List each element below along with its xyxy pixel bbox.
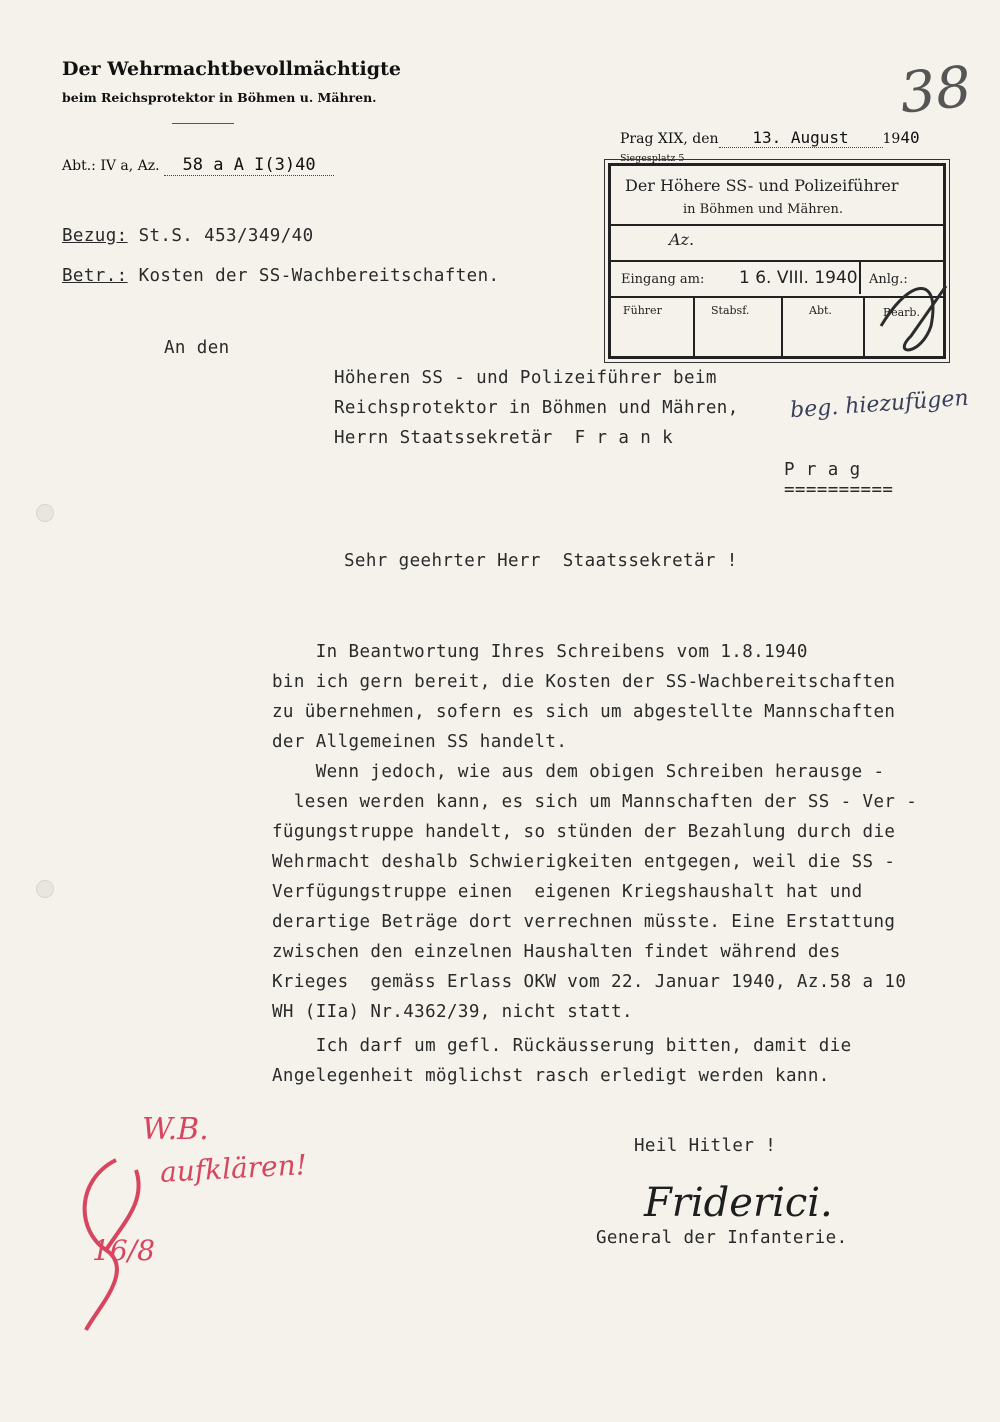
body-line: Verfügungstruppe einen eigenen Kriegshaushalt hat und	[272, 882, 863, 902]
body-line: fügungstruppe handelt, so stünden der Bezahlung durch die	[272, 822, 896, 842]
punch-hole-top	[36, 504, 54, 522]
bezug-line	[62, 226, 314, 246]
stamp-line-1: Der Höhere SS- und Polizeiführer	[625, 176, 899, 195]
body-line: Krieges gemäss Erlass OKW vom 22. Januar 1940, Az.58 a 10	[272, 972, 907, 992]
body-line: lesen werden kann, es sich um Mannschaften der SS - Ver -	[272, 792, 918, 812]
betr-value: Kosten der SS-Wachbereitschaften.	[138, 266, 500, 286]
stamp-anlg-label: Anlg.:	[869, 272, 908, 287]
betr-label: Betr.:	[62, 266, 128, 286]
stamp-col-stabsf: Stabsf.	[711, 304, 750, 317]
red-note-initial-scribble	[56, 1140, 176, 1340]
reference-value: 58 a A I(3)40	[164, 155, 334, 176]
place-date-line	[620, 128, 920, 148]
closing-greeting: Heil Hitler !	[634, 1136, 777, 1156]
body-line: Wehrmacht deshalb Schwierigkeiten entgegen, weil die SS -	[272, 852, 896, 872]
betr-line	[62, 266, 499, 286]
recipient-line-2: Reichsprotektor in Böhmen und Mähren,	[334, 398, 739, 418]
date-year-prefix: 19	[882, 131, 901, 147]
red-note-date: 16/8	[92, 1234, 155, 1267]
recipient-city: P r a g	[784, 460, 861, 480]
stamp-col-fuehrer: Führer	[623, 304, 662, 317]
punch-hole-bottom	[36, 880, 54, 898]
street-address: Siegesplatz 5	[620, 153, 685, 164]
handwritten-file-number: 38	[896, 54, 975, 127]
stamp-eingang-date: 1 6. VIII. 1940	[739, 268, 858, 288]
stamp-eingang-label: Eingang am:	[621, 272, 705, 287]
recipient-line-3: Herrn Staatssekretär F r a n k	[334, 428, 674, 448]
salutation: Sehr geehrter Herr Staatssekretär !	[344, 551, 738, 571]
letterhead-rule	[172, 123, 234, 124]
handwritten-margin-note: beg. hiezufügen	[789, 385, 970, 424]
body-line: der Allgemeinen SS handelt.	[272, 732, 568, 752]
stamp-col-bearb: Bearb.	[883, 306, 920, 319]
bezug-label: Bezug:	[62, 226, 128, 246]
signature: Friderici.	[644, 1180, 833, 1226]
place-date-prefix: Prag XIX, den	[620, 131, 719, 147]
recipient-an-den: An den	[164, 338, 230, 358]
body-line: WH (IIa) Nr.4362/39, nicht statt.	[272, 1002, 633, 1022]
letterhead-subtitle: beim Reichsprotektor in Böhmen u. Mähren.	[62, 90, 377, 105]
stamp-col-abt: Abt.	[809, 304, 832, 317]
recipient-line-1: Höheren SS - und Polizeiführer beim	[334, 368, 717, 388]
receipt-stamp	[608, 163, 946, 359]
body-line: derartige Beträge dort verrechnen müsste. Eine Erstattung	[272, 912, 896, 932]
body-line: Angelegenheit möglichst rasch erledigt werden kann.	[272, 1066, 830, 1086]
signatory-rank: General der Infanterie.	[596, 1228, 848, 1248]
body-line: In Beantwortung Ihres Schreibens vom 1.8.1940	[272, 642, 808, 662]
stamp-initials-scribble	[851, 266, 971, 366]
stamp-az: Az.	[669, 230, 695, 249]
red-note-line-2: aufklären!	[159, 1148, 308, 1189]
stamp-line-2: in Böhmen und Mähren.	[683, 202, 843, 217]
body-line: zwischen den einzelnen Haushalten findet während des	[272, 942, 841, 962]
body-line: zu übernehmen, sofern es sich um abgestellte Mannschaften	[272, 702, 896, 722]
letterhead-title: Der Wehrmachtbevollmächtigte	[62, 58, 401, 80]
red-note-line-1: W.B.	[142, 1112, 209, 1147]
bezug-value: St.S. 453/349/40	[138, 226, 314, 246]
reference-line	[62, 155, 334, 176]
body-line: Wenn jedoch, wie aus dem obigen Schreiben herausge -	[272, 762, 885, 782]
recipient-city-underline: ==========	[784, 480, 894, 500]
reference-label: Abt.: IV a, Az.	[62, 158, 160, 174]
body-line: bin ich gern bereit, die Kosten der SS-Wachbereitschaften	[272, 672, 896, 692]
body-line: Ich darf um gefl. Rückäusserung bitten, damit die	[272, 1036, 852, 1056]
date-day-month: 13. August	[719, 128, 883, 148]
date-year-suffix: 40	[900, 128, 920, 147]
